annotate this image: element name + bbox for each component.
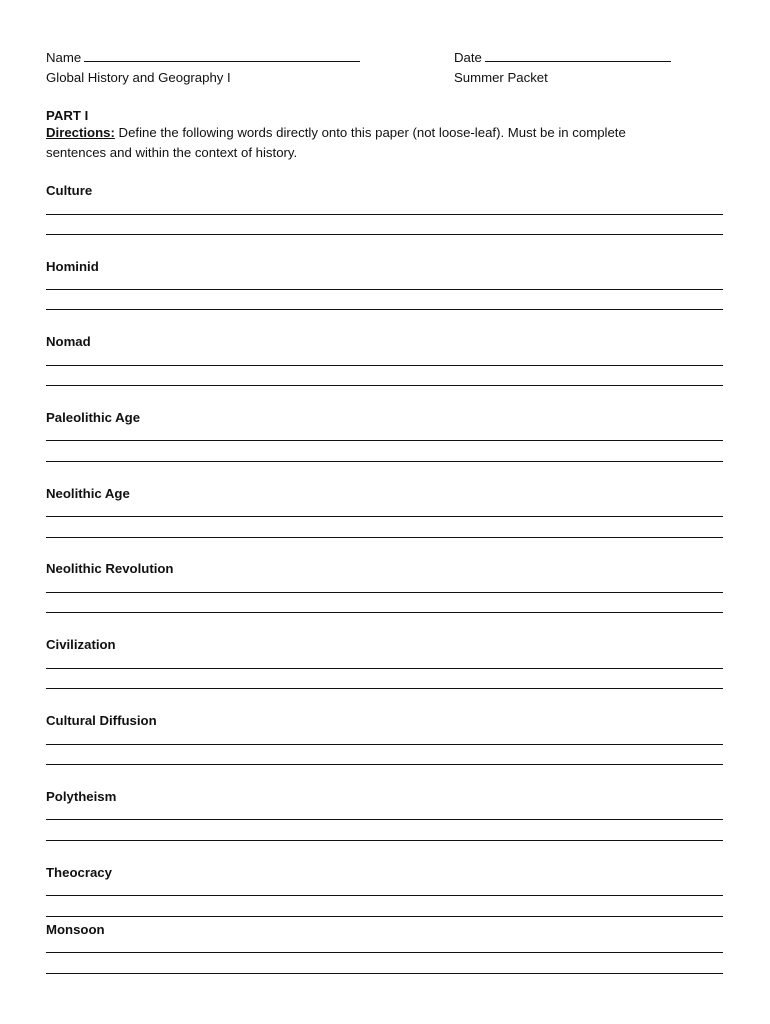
- date-blank-line[interactable]: [485, 49, 671, 62]
- answer-line-1[interactable]: [46, 365, 723, 366]
- term-label: Hominid: [46, 259, 99, 274]
- directions-label: Directions:: [46, 125, 115, 140]
- term-label: Nomad: [46, 334, 91, 349]
- term-label: Culture: [46, 183, 93, 198]
- answer-line-1[interactable]: [46, 819, 723, 820]
- term-label: Monsoon: [46, 922, 105, 937]
- directions: [46, 123, 686, 163]
- name-field: [46, 49, 360, 66]
- answer-line-2[interactable]: [46, 385, 723, 386]
- term-label: Paleolithic Age: [46, 410, 141, 425]
- name-label: Name: [46, 50, 82, 65]
- answer-line-1[interactable]: [46, 592, 723, 593]
- answer-line-2[interactable]: [46, 537, 723, 538]
- answer-line-2[interactable]: [46, 612, 723, 613]
- answer-line-2[interactable]: [46, 764, 723, 765]
- answer-line-1[interactable]: [46, 440, 723, 441]
- answer-line-2[interactable]: [46, 309, 723, 310]
- term-label: Cultural Diffusion: [46, 713, 157, 728]
- term-label: Theocracy: [46, 865, 112, 880]
- answer-line-1[interactable]: [46, 516, 723, 517]
- answer-line-2[interactable]: [46, 973, 723, 974]
- date-label: Date: [454, 50, 482, 65]
- answer-line-1[interactable]: [46, 289, 723, 290]
- answer-line-2[interactable]: [46, 461, 723, 462]
- answer-line-1[interactable]: [46, 744, 723, 745]
- answer-line-2[interactable]: [46, 234, 723, 235]
- term-label: Neolithic Age: [46, 486, 130, 501]
- answer-line-1[interactable]: [46, 668, 723, 669]
- term-label: Neolithic Revolution: [46, 561, 174, 576]
- part-title: PART I: [46, 108, 89, 123]
- answer-line-2[interactable]: [46, 688, 723, 689]
- answer-line-2[interactable]: [46, 840, 723, 841]
- packet-title: Summer Packet: [454, 70, 548, 85]
- term-label: Civilization: [46, 637, 116, 652]
- date-field: [454, 49, 671, 66]
- directions-text: Define the following words directly onto this paper (not loose-leaf). Must be in complete sentences and within the context of history.: [46, 125, 626, 160]
- answer-line-1[interactable]: [46, 214, 723, 215]
- answer-line-2[interactable]: [46, 916, 723, 917]
- answer-line-1[interactable]: [46, 952, 723, 953]
- answer-line-1[interactable]: [46, 895, 723, 896]
- term-label: Polytheism: [46, 789, 117, 804]
- name-blank-line[interactable]: [84, 49, 360, 62]
- course-title: Global History and Geography I: [46, 70, 231, 85]
